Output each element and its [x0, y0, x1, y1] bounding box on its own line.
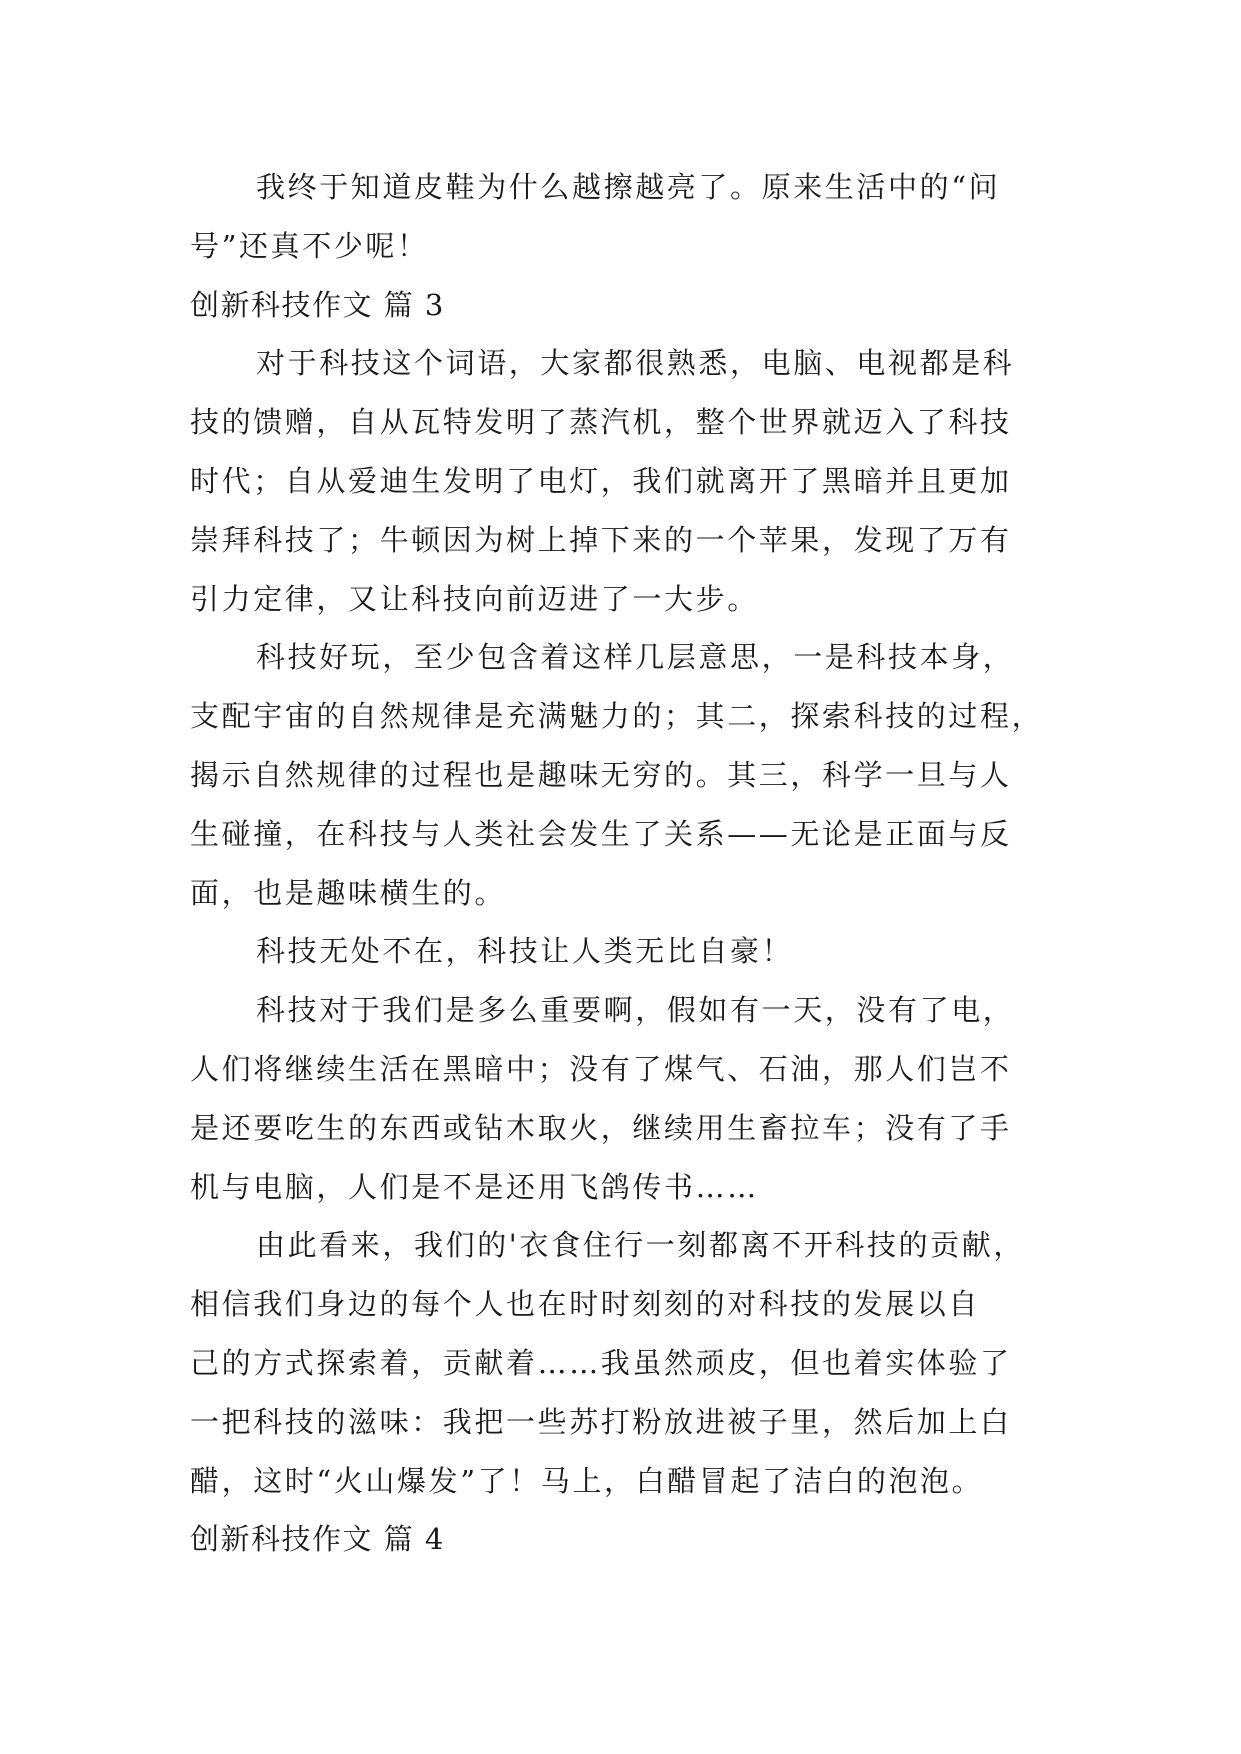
- paragraph-line: 揭示自然规律的过程也是趣味无穷的。其三，科学一旦与人: [190, 757, 1012, 792]
- paragraph-line: 引力定律，又让科技向前迈进了一大步。: [190, 581, 759, 616]
- paragraph-line: 技的馈赠，自从瓦特发明了蒸汽机，整个世界就迈入了科技: [190, 405, 1012, 440]
- paragraph-line: 生碰撞，在科技与人类社会发生了关系——无论是正面与反: [190, 816, 1012, 851]
- paragraph-line: 面，也是趣味横生的。: [190, 875, 507, 910]
- paragraph-line: 对于科技这个词语，大家都很熟悉，电脑、电视都是科: [256, 346, 1015, 381]
- section-heading: 创新科技作文 篇 3: [190, 287, 445, 322]
- paragraph-line: 一把科技的滋味：我把一些苏打粉放进被子里，然后加上白: [190, 1404, 1012, 1439]
- paragraph-line: 支配宇宙的自然规律是充满魅力的；其二，探索科技的过程，: [190, 699, 1044, 734]
- paragraph-line: 机与电脑，人们是不是还用飞鸽传书……: [190, 1169, 759, 1204]
- paragraph-line: 号”还真不少呢！: [190, 228, 429, 263]
- paragraph-line: 由此看来，我们的'衣食住行一刻都离不开科技的贡献，: [256, 1228, 1025, 1263]
- paragraph-line: 我终于知道皮鞋为什么越擦越亮了。原来生活中的“问: [256, 170, 1001, 204]
- paragraph-line: 崇拜科技了；牛顿因为树上掉下来的一个苹果，发现了万有: [190, 522, 1012, 557]
- section-heading: 创新科技作文 篇 4: [190, 1522, 445, 1557]
- paragraph-line: 是还要吃生的东西或钻木取火，继续用生畜拉车；没有了手: [190, 1110, 1012, 1145]
- paragraph-line: 科技无处不在，科技让人类无比自豪！: [256, 934, 794, 969]
- paragraph-line: 己的方式探索着，贡献着……我虽然顽皮，但也着实体验了: [190, 1345, 1012, 1380]
- paragraph-line: 醋，这时“火山爆发”了！马上，白醋冒起了洁白的泡泡。: [190, 1463, 984, 1498]
- paragraph-line: 时代；自从爱迪生发明了电灯，我们就离开了黑暗并且更加: [190, 463, 1012, 498]
- paragraph-line: 人们将继续生活在黑暗中；没有了煤气、石油，那人们岂不: [190, 1051, 1012, 1086]
- paragraph-line: 相信我们身边的每个人也在时时刻刻的对科技的发展以自: [190, 1287, 981, 1322]
- paragraph-line: 科技好玩，至少包含着这样几层意思，一是科技本身，: [256, 640, 1015, 675]
- paragraph-line: 科技对于我们是多么重要啊，假如有一天，没有了电，: [256, 993, 1015, 1028]
- document-body: [190, 158, 1070, 1569]
